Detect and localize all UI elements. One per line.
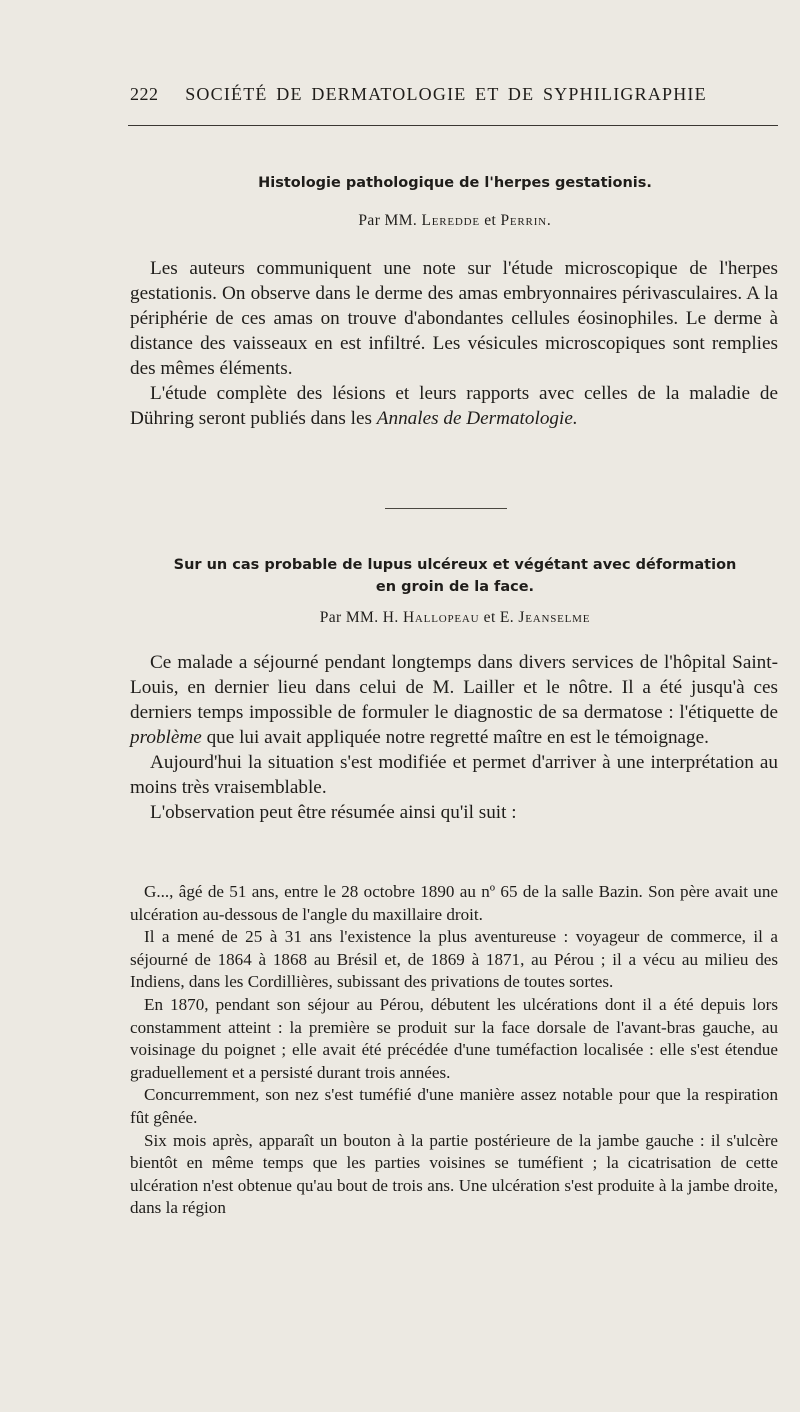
article1-author2: Perrin.	[500, 212, 552, 229]
observation-paragraph: Concurremment, son nez s'est tuméfié d'une manière assez notable pour que la respiration fût gênée.	[130, 1085, 778, 1127]
running-title: SOCIÉTÉ DE DERMATOLOGIE ET DE SYPHILIGRAPHIE	[185, 84, 707, 104]
article1-author1: Leredde	[421, 212, 480, 229]
observation-paragraph: G..., âgé de 51 ans, entre le 28 octobre 1890 au nº 65 de la salle Bazin. Son père avait une ulcération au-dessous de l'angle du maxillaire droit.	[130, 882, 778, 924]
section-separator	[385, 508, 507, 509]
article2-title: Sur un cas probable de lupus ulcéreux et végétant avec déformation en groin de la face.	[173, 557, 737, 595]
article1-title: Histologie pathologique de l'herpes gestationis.	[258, 175, 652, 191]
article2-paragraph-2: Aujourd'hui la situation s'est modifiée et permet d'arriver à une interprétation au moins très vraisemblable.	[130, 752, 778, 798]
header-rule	[128, 125, 778, 126]
article1-body	[130, 256, 778, 431]
article2-author1: Hallopeau	[402, 609, 480, 626]
article2-paragraph-1: Ce malade a séjourné pendant longtemps dans divers services de l'hôpital Saint-Louis, en dernier lieu dans celui de M. Lailler et le nôtre. Il a été jusqu'à ces derniers temps impossible de formuler le diagnostic de sa dermatose : l'étiquette de problème que lui avait appliquée notre regretté maître en est le témoignage.	[130, 652, 778, 748]
article1-paragraph-2: L'étude complète des lésions et leurs rapports avec celles de la maladie de Dühring seront publiés dans les Annales de Dermatologie.	[130, 383, 778, 429]
running-header	[130, 84, 780, 105]
article2-paragraph-3: L'observation peut être résumée ainsi qu'il suit :	[150, 802, 517, 823]
article1-paragraph-1: Les auteurs communiquent une note sur l'étude microscopique de l'herpes gestationis. On observe dans le derme des amas embryonnaires périvasculaires. A la périphérie de ces amas on trouve d'abondantes cellules éosinophiles. Le derme à distance des vaisseaux en est infiltré. Les vésicules microscopiques sont remplies des mêmes éléments.	[130, 258, 778, 379]
article1-byline: Par MM. Leredde et Perrin.	[358, 212, 552, 229]
observation-text	[130, 881, 778, 1220]
observation-paragraph: En 1870, pendant son séjour au Pérou, débutent les ulcérations dont il a été depuis lors constamment atteint : la première se produit sur la face dorsale de l'avant-bras gauche, au voisinage du poignet ; elle avait été précédée d'une tuméfaction localisée : elle s'est étendue graduellement et a persisté durant trois années.	[130, 994, 778, 1082]
article2-author2: Jeanselme	[518, 609, 591, 626]
article2-byline: Par MM. H. Hallopeau et E. Jeanselme	[319, 609, 591, 626]
observation-paragraph: Six mois après, apparaît un bouton à la partie postérieure de la jambe gauche : il s'ulcère bientôt en même temps que les parties voisines se tuméfient ; la cicatrisation de cette ulcération n'est obtenue qu'au bout de trois ans. Une ulcération s'est produite à la jambe droite, dans la région	[130, 1130, 778, 1218]
page-number: 222	[130, 84, 159, 104]
article2-body	[130, 650, 778, 825]
emphasis-probleme: problème	[130, 727, 202, 748]
journal-title: Annales de Dermatologie.	[376, 408, 578, 429]
observation-paragraph: Il a mené de 25 à 31 ans l'existence la plus aventureuse : voyageur de commerce, il a séjourné de 1864 à 1868 au Brésil et, de 1869 à 1871, au Pérou ; il a vécu au milieu des Indiens, dans les Cordillières, subissant des privations de toutes sortes.	[130, 927, 778, 992]
